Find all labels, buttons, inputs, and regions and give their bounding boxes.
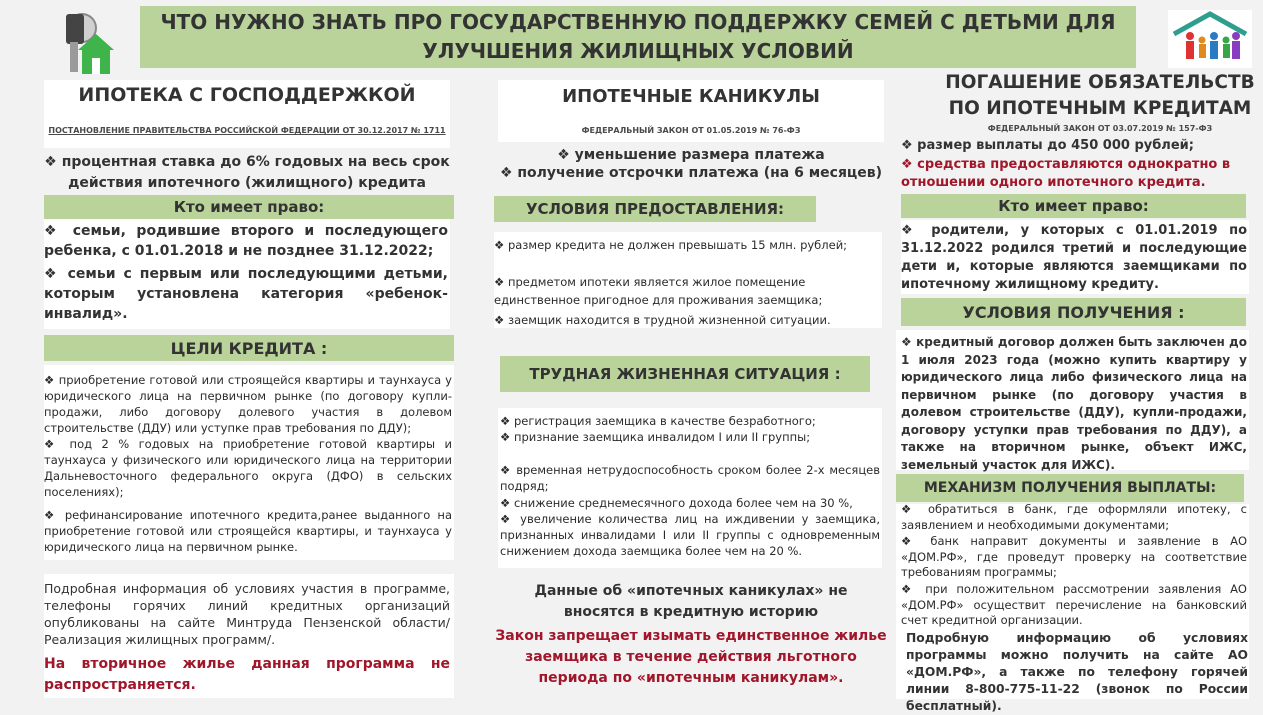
col2-law-note: Закон запрещает изымать единственное жилье заемщика в течение действия льготного периода по «ипотечным каникулам». bbox=[495, 628, 887, 686]
col1-goal-1: ❖ приобретение готовой или строящейся квартиры и таунхауса у юридического лица на первичном рынке (по договору купли-продажи, либо договору долевого участия в долевом строительстве (ДДУ) или уступке прав требования по ДДУ); bbox=[44, 373, 452, 435]
page-title: ЧТО НУЖНО ЗНАТЬ ПРО ГОСУДАРСТВЕННУЮ ПОДДЕРЖКУ СЕМЕЙ С ДЕТЬМИ ДЛЯ УЛУЧШЕНИЯ ЖИЛИЩНЫХ УСЛОВИЙ bbox=[140, 6, 1136, 68]
col2-credit-note: Данные об «ипотечных каникулах» не вносятся в кредитную историю bbox=[534, 583, 848, 620]
col3-m3: ❖ при положительном рассмотрении заявления АО «ДОМ.РФ» осуществит перечисление на банковский счет кредитной организации. bbox=[901, 582, 1247, 627]
col3-amount: ❖ размер выплаты до 450 000 рублей; bbox=[901, 138, 1194, 153]
col3-once: ❖ средства предоставляются однократно в отношении одного ипотечного кредита. bbox=[901, 157, 1231, 190]
col3-who-title: Кто имеет право: bbox=[901, 194, 1246, 218]
col2-h2: ❖ признание заемщика инвалидом I или II группы; bbox=[500, 430, 811, 444]
col1-goals-title: ЦЕЛИ КРЕДИТА : bbox=[44, 335, 454, 361]
col3-m1: ❖ обратиться в банк, где оформляли ипотеку, с заявлением и необходимыми документами; bbox=[901, 502, 1247, 532]
col1-who-2: ❖ семьи с первым или последующими детьми, которым установлена категория «ребенок-инвалид». bbox=[44, 266, 448, 322]
col2-cond-title: УСЛОВИЯ ПРЕДОСТАВЛЕНИЯ: bbox=[494, 196, 816, 222]
col2-title: ИПОТЕЧНЫЕ КАНИКУЛЫ bbox=[562, 86, 820, 107]
col2-hard-title: ТРУДНАЯ ЖИЗНЕННАЯ СИТУАЦИЯ : bbox=[500, 356, 870, 392]
col2-c1: ❖ размер кредита не должен превышать 15 млн. рублей; bbox=[494, 238, 848, 252]
col2-b1: ❖ уменьшение размера платежа bbox=[557, 147, 825, 163]
col3-title: ПОГАШЕНИЕ ОБЯЗАТЕЛЬСТВ ПО ИПОТЕЧНЫМ КРЕДИТАМ bbox=[945, 72, 1255, 119]
col3-m2: ❖ банк направит документы и заявление в АО «ДОМ.РФ», где проведут проверку на соответствие требованиям программы; bbox=[901, 534, 1247, 579]
col2-h3: ❖ временная нетрудоспособность сроком более 2-х месяцев подряд; bbox=[500, 463, 880, 493]
col1-law: ПОСТАНОВЛЕНИЕ ПРАВИТЕЛЬСТВА РОССИЙСКОЙ ФЕДЕРАЦИИ ОТ 30.12.2017 № 1711 bbox=[48, 126, 446, 135]
col2-h4: ❖ снижение среднемесячного дохода более чем на 30 %, bbox=[500, 496, 853, 510]
col3-mech-title: МЕХАНИЗМ ПОЛУЧЕНИЯ ВЫПЛАТЫ: bbox=[896, 474, 1244, 502]
col2-h5: ❖ увеличение количества лиц на иждивении у заемщика, признанных инвалидами I или II группы с одновременным снижением дохода заемщика более чем на 20 %. bbox=[500, 512, 880, 558]
col2-c3: ❖ заемщик находится в трудной жизненной ситуации. bbox=[494, 313, 831, 327]
col2-c2: ❖ предметом ипотеки является жилое помещение единственное пригодное для проживания заемщика; bbox=[494, 275, 823, 307]
col2-b2: ❖ получение отсрочки платежа (на 6 месяцев) bbox=[499, 165, 883, 181]
col3-info: Подробную информацию об условиях программы можно получить на сайте АО «ДОМ.РФ», а также по телефону горячей линии 8-800-775-11-22 (звонок по России бесплатный). bbox=[906, 631, 1248, 713]
col1-who-title: Кто имеет право: bbox=[44, 195, 454, 219]
col2-h1: ❖ регистрация заемщика в качестве безработного; bbox=[500, 414, 816, 428]
col1-info: Подробная информация об условиях участия в программе, телефоны горячих линий кредитных организаций опубликованы на сайте Минтруда Пензенской области/Реализация жилищных программ/. bbox=[44, 581, 450, 647]
col3-cond-title: УСЛОВИЯ ПОЛУЧЕНИЯ : bbox=[901, 298, 1246, 326]
col3-law: ФЕДЕРАЛЬНЫЙ ЗАКОН ОТ 03.07.2019 № 157-ФЗ bbox=[987, 124, 1213, 133]
col1-who-1: ❖ семьи, родившие второго и последующего ребенка, с 01.01.2018 и не позднее 31.12.2022; bbox=[44, 223, 448, 259]
col1-note: На вторичное жилье данная программа не распространяется. bbox=[44, 656, 450, 693]
col3-who-1: ❖ родители, у которых с 01.01.2019 по 31.12.2022 родился третий и последующие дети и, которые являются заемщиками по ипотечному жилищному кредиту. bbox=[901, 223, 1247, 292]
col2-law: ФЕДЕРАЛЬНЫЙ ЗАКОН ОТ 01.05.2019 № 76-ФЗ bbox=[581, 126, 801, 135]
col1-goal-2: ❖ под 2 % годовых на приобретение готовой квартиры и таунхауса у физического или юридического лица на территории Дальневосточного федерального округа (ДФО) в сельских поселениях); bbox=[44, 437, 452, 499]
col1-goal-3: ❖ рефинансирование ипотечного кредита,ранее выданного на приобретение готовой или строящейся квартиры, и таунхауса у юридического лица на первичном рынке. bbox=[44, 508, 452, 554]
family-house-icon bbox=[1168, 10, 1252, 68]
col1-title: ИПОТЕКА С ГОСПОДДЕРЖКОЙ bbox=[78, 84, 416, 106]
house-key-icon bbox=[56, 6, 136, 76]
col3-cond-1: ❖ кредитный договор должен быть заключен до 1 июля 2023 года (можно купить квартиру у юридического лица либо физического лица на первичном рынке (по договору участия в долевом строительстве (ДДУ), купли-продажи, договору уступки прав требования по ДДУ), а также на вторичном рынке, объект ИЖС, земельный участок для ИЖС). bbox=[901, 335, 1247, 472]
col1-rate: ❖ процентная ставка до 6% годовых на весь срок действия ипотечного (жилищного) кредита bbox=[44, 154, 450, 191]
